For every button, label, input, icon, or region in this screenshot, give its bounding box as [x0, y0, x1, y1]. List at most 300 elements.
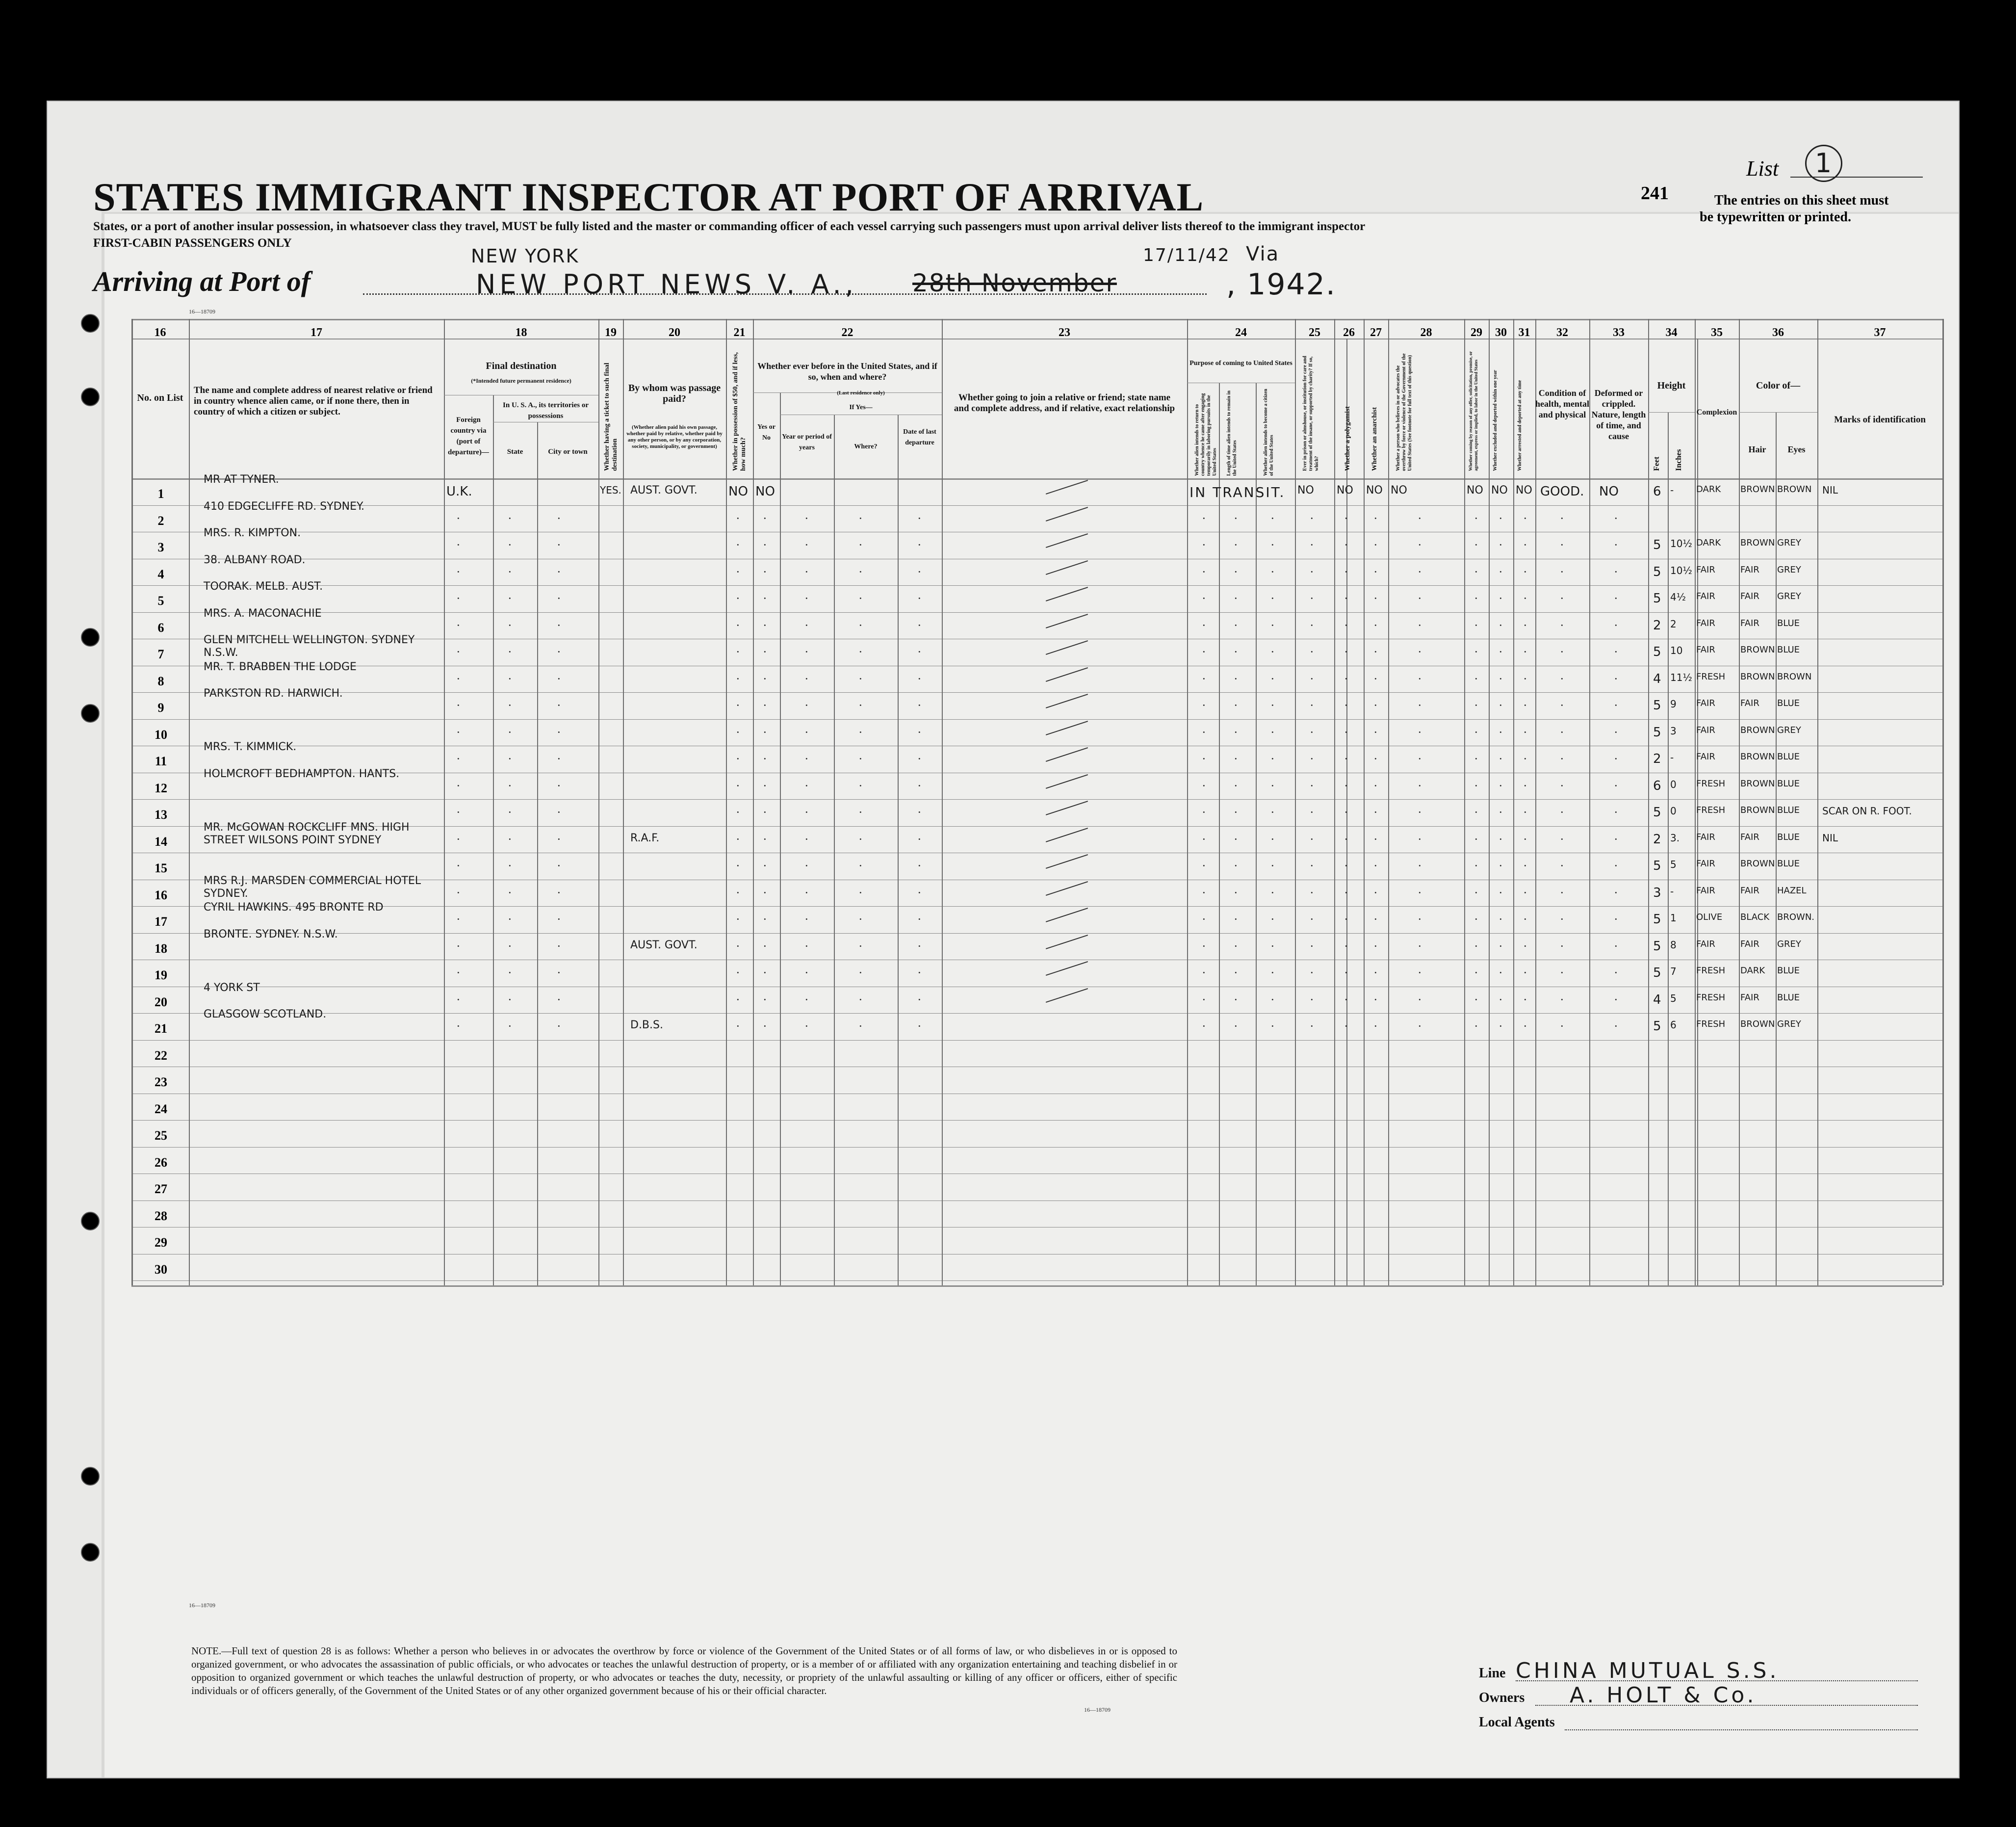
ditto-mark: · — [1523, 725, 1527, 739]
column-number: 31 — [1518, 326, 1530, 339]
ditto-mark: · — [1418, 645, 1422, 659]
grid-line — [537, 422, 538, 1285]
ditto-mark: · — [1560, 992, 1564, 1007]
ditto-mark: · — [763, 645, 767, 659]
ditto-mark: · — [858, 1019, 863, 1033]
ditto-mark: · — [508, 645, 512, 659]
ditto-mark: · — [557, 1019, 561, 1033]
height-inches: 10½ — [1670, 538, 1692, 549]
row-number: 29 — [155, 1235, 167, 1250]
ditto-mark: · — [1344, 832, 1348, 846]
ditto-mark: · — [1499, 939, 1503, 953]
ditto-mark: · — [1614, 832, 1618, 846]
ditto-mark: · — [1499, 618, 1503, 632]
ditto-mark: · — [1523, 939, 1527, 953]
ditto-mark: · — [1310, 859, 1314, 873]
height-feet: 5 — [1653, 591, 1661, 606]
eye-color: BLUE — [1777, 618, 1800, 628]
grid-line — [1256, 383, 1257, 1285]
ditto-mark: · — [1418, 912, 1422, 926]
row-number: 1 — [157, 487, 164, 501]
ditto-mark: · — [858, 538, 863, 552]
relative-address: BRONTE. SYDNEY. N.S.W. — [204, 928, 338, 940]
ditto-mark: · — [1270, 966, 1275, 980]
ditto-mark: · — [1373, 832, 1378, 846]
ditto-mark: · — [1474, 698, 1478, 712]
ditto-mark: · — [1614, 1019, 1618, 1033]
complexion-value: FAIR — [1696, 752, 1715, 762]
ditto-mark: · — [858, 698, 863, 712]
ditto-mark: · — [804, 992, 809, 1007]
ditto-mark: · — [1499, 591, 1503, 605]
height-feet: 6 — [1653, 778, 1661, 793]
ditto-mark: · — [456, 564, 461, 579]
col-header-purpose-c: Whether alien intends to become a citizen of the United States — [1263, 389, 1274, 476]
ditto-mark: · — [456, 939, 461, 953]
ditto-mark: · — [1499, 805, 1503, 819]
ditto-mark: · — [1560, 912, 1564, 926]
eye-color: GREY — [1777, 1019, 1801, 1029]
ditto-mark: · — [917, 1019, 922, 1033]
row-number: 9 — [157, 701, 164, 715]
ditto-mark: · — [1523, 752, 1527, 766]
hair-color: FAIR — [1740, 591, 1759, 601]
ditto-mark: · — [736, 645, 740, 659]
eye-color: HAZEL — [1777, 885, 1807, 896]
ever-before-answer: NO — [755, 484, 775, 499]
ditto-mark: · — [1474, 939, 1478, 953]
purpose-of-coming: IN TRANSIT. — [1189, 484, 1286, 500]
ditto-mark: · — [1499, 778, 1503, 793]
list-label: List — [1746, 157, 1779, 181]
col-header-believer: Whether a person who believes in or advocates the overthrow by force or violence of the Government of the United States (See footnote for full text of this question) — [1396, 353, 1413, 471]
ditto-mark: · — [1418, 511, 1422, 525]
ditto-mark: · — [1310, 564, 1314, 579]
ditto-mark: · — [508, 805, 512, 819]
ditto-mark: · — [456, 805, 461, 819]
height-inches: 9 — [1670, 698, 1677, 710]
ditto-mark: · — [1418, 752, 1422, 766]
ditto-mark: · — [1373, 538, 1378, 552]
ditto-mark: · — [736, 885, 740, 900]
ditto-mark: · — [456, 618, 461, 632]
row-number: 14 — [155, 834, 167, 849]
column-number: 18 — [515, 326, 527, 339]
ditto-mark: · — [1614, 618, 1618, 632]
entries-note-line: be typewritten or printed. — [1700, 209, 1851, 225]
relative-address: 4 YORK ST — [204, 981, 260, 994]
height-inches: 10½ — [1670, 564, 1692, 576]
ditto-mark: · — [1474, 1019, 1478, 1033]
ditto-mark: · — [1373, 992, 1378, 1007]
row-number: 10 — [155, 727, 167, 742]
eye-color: BLUE — [1777, 645, 1800, 655]
relative-address: MR. T. BRABBEN THE LODGE — [204, 660, 357, 673]
grid-line — [1739, 412, 1817, 413]
hair-color: BROWN — [1740, 778, 1775, 789]
row-number: 4 — [157, 567, 164, 581]
ditto-mark: · — [1234, 645, 1238, 659]
ditto-mark: · — [763, 698, 767, 712]
ditto-mark: · — [1560, 698, 1564, 712]
hair-color: BROWN — [1740, 805, 1775, 815]
ditto-mark: · — [1499, 966, 1503, 980]
row-number: 6 — [157, 620, 164, 635]
ditto-mark: · — [1344, 725, 1348, 739]
ditto-mark: · — [763, 725, 767, 739]
ditto-mark: · — [508, 778, 512, 793]
ditto-mark: · — [1614, 698, 1618, 712]
ditto-mark: · — [1344, 698, 1348, 712]
ditto-mark: · — [1234, 778, 1238, 793]
ditto-mark: · — [1523, 778, 1527, 793]
hair-color: DARK — [1740, 966, 1765, 976]
eye-color: BROWN. — [1777, 912, 1815, 922]
ditto-mark: · — [1474, 725, 1478, 739]
entries-note-line: The entries on this sheet must — [1714, 193, 1889, 208]
col-header-last-residence: (Last residence only) — [837, 390, 885, 396]
column-number: 23 — [1059, 326, 1070, 339]
col-header-purpose: Purpose of coming to United States — [1189, 360, 1292, 367]
ditto-mark: · — [1373, 645, 1378, 659]
grid-line — [780, 392, 781, 1285]
relative-address: PARKSTON RD. HARWICH. — [204, 687, 343, 700]
ditto-mark: · — [917, 966, 922, 980]
hair-color: BLACK — [1740, 912, 1770, 922]
col-header-polygamist: Whether a polygamist — [1344, 406, 1351, 471]
ditto-mark: · — [917, 671, 922, 686]
ditto-mark: · — [557, 859, 561, 873]
entries-note — [1700, 192, 1889, 226]
ditto-mark: · — [1474, 966, 1478, 980]
ditto-mark: · — [1418, 859, 1422, 873]
ditto-mark: · — [1523, 511, 1527, 525]
grid-line — [1776, 412, 1777, 1285]
ditto-mark: · — [1560, 1019, 1564, 1033]
ditto-mark: · — [1310, 538, 1314, 552]
ditto-mark: · — [1344, 805, 1348, 819]
page-number: 241 — [1641, 183, 1669, 204]
height-feet: 5 — [1653, 912, 1661, 927]
ditto-mark: · — [804, 752, 809, 766]
ditto-mark: · — [1234, 912, 1238, 926]
ditto-mark: · — [1202, 805, 1206, 819]
height-inches: 5 — [1670, 859, 1677, 870]
ditto-mark: · — [736, 538, 740, 552]
ditto-mark: · — [508, 885, 512, 900]
passenger-class-text: FIRST-CABIN PASSENGERS ONLY — [93, 236, 292, 250]
ditto-mark: · — [1614, 645, 1618, 659]
row-number: 3 — [157, 540, 164, 554]
hair-color: BROWN — [1740, 752, 1775, 762]
height-feet: 5 — [1653, 564, 1661, 579]
ditto-mark: · — [1373, 564, 1378, 579]
ditto-mark: · — [858, 992, 863, 1007]
ditto-mark: · — [1310, 671, 1314, 686]
ditto-mark: · — [557, 966, 561, 980]
ditto-mark: · — [1234, 805, 1238, 819]
ditto-mark: · — [1523, 564, 1527, 579]
col-header-date-departure: Date of last departure — [903, 428, 936, 446]
ditto-mark: · — [1523, 966, 1527, 980]
ditto-mark: · — [456, 538, 461, 552]
ditto-mark: · — [1310, 885, 1314, 900]
height-feet: 5 — [1653, 725, 1661, 740]
ditto-mark: · — [736, 591, 740, 605]
ditto-mark: · — [1373, 912, 1378, 926]
ditto-mark: · — [456, 752, 461, 766]
ditto-mark: · — [858, 591, 863, 605]
health-condition: GOOD. — [1540, 484, 1584, 499]
col-header-final-destination: Final destination — [486, 361, 557, 371]
ditto-mark: · — [1344, 645, 1348, 659]
yes-no-answer: NO — [1391, 484, 1407, 496]
eye-color: BLUE — [1777, 832, 1800, 842]
ditto-mark: · — [1344, 618, 1348, 632]
ditto-mark: · — [508, 992, 512, 1007]
ditto-mark: · — [456, 992, 461, 1007]
ditto-mark: · — [1560, 564, 1564, 579]
height-feet: 5 — [1653, 698, 1661, 713]
ditto-mark: · — [858, 832, 863, 846]
grid-line — [131, 1280, 1942, 1281]
ditto-mark: · — [1499, 645, 1503, 659]
column-number: 19 — [605, 326, 617, 339]
ditto-mark: · — [1310, 1019, 1314, 1033]
ditto-mark: · — [557, 778, 561, 793]
row-number: 28 — [155, 1208, 167, 1223]
ditto-mark: · — [1270, 939, 1275, 953]
instructions-text: States, or a port of another insular possession, in whatsoever class they travel, MUST be fully listed and the master or commanding officer of each vessel carrying such passengers must upon arrival deliver lists thereof to the immigrant inspector — [93, 220, 1366, 233]
ditto-mark: · — [858, 939, 863, 953]
row-number: 26 — [155, 1155, 167, 1170]
ditto-mark: · — [1560, 671, 1564, 686]
ditto-mark: · — [1614, 966, 1618, 980]
ditto-mark: · — [736, 859, 740, 873]
ditto-mark: · — [736, 912, 740, 926]
ditto-mark: · — [456, 885, 461, 900]
ditto-mark: · — [858, 564, 863, 579]
ditto-mark: · — [456, 912, 461, 926]
ditto-mark: · — [1499, 725, 1503, 739]
ditto-mark: · — [1270, 725, 1275, 739]
col-header-ticket: Whether having a ticket to such final destination — [603, 363, 619, 471]
row-number: 19 — [155, 968, 167, 982]
ditto-mark: · — [1614, 725, 1618, 739]
height-feet: 5 — [1653, 859, 1661, 873]
height-inches: 3. — [1670, 832, 1680, 844]
footnote-text: NOTE.—Full text of question 28 is as follows: Whether a person who believes in or advocates the overthrow by force or violence of the Government of the United States or of all forms of law, or who disbelieves in or is opposed to organized government, or who advocates the assassination of public officials, or who advocates or teaches the unlawful destruction of property, or is a member of or affiliated with any organization entertaining and teaching disbelief in or opposition to organized government or which teaches the unlawful destruction of property, or who advocates or teaches the duty, necessity, or propriety of the unlawful assaulting or killing of any officer or officers, either of specific individuals or of officers generally, of the Government of the United States or of any other organized government because of his or their official character. — [191, 1645, 1177, 1696]
eye-color: BROWN — [1777, 671, 1812, 682]
ditto-mark: · — [1614, 671, 1618, 686]
ditto-mark: · — [1523, 912, 1527, 926]
arriving-label: Arriving at Port of — [93, 265, 311, 297]
height-feet: 5 — [1653, 805, 1661, 820]
ditto-mark: · — [1310, 832, 1314, 846]
grid-line — [1187, 319, 1188, 1285]
binder-hole — [81, 388, 100, 406]
ditto-mark: · — [858, 805, 863, 819]
ditto-mark: · — [1270, 645, 1275, 659]
ditto-mark: · — [1474, 645, 1478, 659]
ditto-mark: · — [736, 564, 740, 579]
ditto-mark: · — [1523, 671, 1527, 686]
ditto-mark: · — [763, 778, 767, 793]
complexion-value: FAIR — [1696, 725, 1715, 735]
ditto-mark: · — [1344, 671, 1348, 686]
ditto-mark: · — [1234, 698, 1238, 712]
ditto-mark: · — [456, 645, 461, 659]
ditto-mark: · — [1310, 912, 1314, 926]
arrival-date: 28th November — [912, 269, 1117, 297]
column-number: 28 — [1420, 326, 1432, 339]
local-agents-label: Local Agents — [1479, 1715, 1555, 1730]
ditto-mark: · — [1270, 992, 1275, 1007]
ditto-mark: · — [1614, 805, 1618, 819]
yes-no-answer: NO — [1516, 484, 1532, 496]
height-feet: 2 — [1653, 832, 1661, 847]
hair-color: FAIR — [1740, 618, 1759, 628]
col-header-where: Where? — [854, 443, 878, 450]
eye-color: GREY — [1777, 564, 1801, 575]
ditto-mark: · — [763, 992, 767, 1007]
height-feet: 5 — [1653, 939, 1661, 954]
ditto-mark: · — [1202, 939, 1206, 953]
height-inches: - — [1670, 752, 1674, 763]
ditto-mark: · — [1344, 939, 1348, 953]
height-inches: 11½ — [1670, 671, 1692, 683]
ditto-mark: · — [1499, 564, 1503, 579]
ditto-mark: · — [763, 939, 767, 953]
ditto-mark: · — [763, 538, 767, 552]
ditto-mark: · — [1474, 832, 1478, 846]
ditto-mark: · — [1523, 859, 1527, 873]
grid-line — [1739, 319, 1740, 1285]
column-number: 37 — [1874, 326, 1886, 339]
ditto-mark: · — [1202, 591, 1206, 605]
col-header-no: No. on List — [137, 392, 183, 403]
ditto-mark: · — [1418, 832, 1422, 846]
ditto-mark: · — [1234, 564, 1238, 579]
col-header-purpose-a: Whether alien intends to return to country whence he came after engaging temporarily in laboring pursuits in the United States — [1194, 393, 1217, 476]
ditto-mark: · — [557, 698, 561, 712]
ditto-mark: · — [1202, 778, 1206, 793]
col-header-final-destination-note: (*Intended future permanent residence) — [471, 377, 571, 384]
ditto-mark: · — [804, 778, 809, 793]
complexion-value: FAIR — [1696, 832, 1715, 842]
ditto-mark: · — [557, 752, 561, 766]
ditto-mark: · — [1202, 564, 1206, 579]
col-header-anarchist: Whether an anarchist — [1371, 407, 1378, 471]
ditto-mark: · — [456, 859, 461, 873]
row-number: 7 — [157, 647, 164, 661]
row-number: 18 — [155, 941, 167, 956]
height-feet: 5 — [1653, 645, 1661, 659]
yes-no-answer: NO — [1491, 484, 1508, 496]
height-feet: 2 — [1653, 618, 1661, 633]
yes-no-answer: NO — [1467, 484, 1483, 496]
ditto-mark: · — [917, 912, 922, 926]
row-number: 20 — [155, 994, 167, 1009]
ditto-mark: · — [557, 939, 561, 953]
ditto-mark: · — [804, 618, 809, 632]
ditto-mark: · — [1614, 564, 1618, 579]
binder-hole — [81, 1212, 100, 1230]
ship-via-place: NEW YORK — [471, 245, 579, 267]
grid-line — [898, 415, 899, 1285]
ditto-mark: · — [763, 752, 767, 766]
ditto-mark: · — [508, 698, 512, 712]
eye-color: BLUE — [1777, 752, 1800, 762]
ditto-mark: · — [1234, 992, 1238, 1007]
ditto-mark: · — [1270, 511, 1275, 525]
grid-line — [1668, 412, 1669, 1285]
column-number: 22 — [841, 326, 853, 339]
ditto-mark: · — [1234, 966, 1238, 980]
ditto-mark: · — [763, 1019, 767, 1033]
binder-hole — [81, 1467, 100, 1486]
ditto-mark: · — [1418, 538, 1422, 552]
ditto-mark: · — [1474, 564, 1478, 579]
ditto-mark: · — [1234, 1019, 1238, 1033]
relative-address: MRS. T. KIMMICK. — [204, 741, 297, 753]
ditto-mark: · — [1474, 618, 1478, 632]
arrival-port: NEW PORT NEWS V. A., — [476, 269, 857, 300]
ditto-mark: · — [1474, 805, 1478, 819]
ditto-mark: · — [1523, 698, 1527, 712]
ditto-mark: · — [1270, 1019, 1275, 1033]
ditto-mark: · — [1418, 885, 1422, 900]
ditto-mark: · — [557, 832, 561, 846]
ditto-mark: · — [1499, 885, 1503, 900]
identification-marks: SCAR ON R. FOOT. — [1822, 805, 1912, 817]
row-number: 8 — [157, 674, 164, 688]
passage-paid-by: AUST. GOVT. — [630, 939, 698, 951]
ditto-mark: · — [1499, 1019, 1503, 1033]
ditto-mark: · — [456, 1019, 461, 1033]
ditto-mark: · — [1614, 511, 1618, 525]
ditto-mark: · — [1614, 939, 1618, 953]
ditto-mark: · — [804, 725, 809, 739]
col-header-passage-note: (Whether alien paid his own passage, whether paid by relative, whether paid by any other person, or by any corporation, society, municipality, or government) — [626, 424, 723, 449]
ditto-mark: · — [1614, 992, 1618, 1007]
ditto-mark: · — [763, 859, 767, 873]
ditto-mark: · — [804, 538, 809, 552]
column-number: 26 — [1343, 326, 1355, 339]
ditto-mark: · — [1270, 564, 1275, 579]
ditto-mark: · — [858, 859, 863, 873]
ditto-mark: · — [804, 939, 809, 953]
arrival-year: , 1942. — [1226, 267, 1336, 302]
col-header-relative: The name and complete address of nearest relative or friend in country whence alien came, or if none there, then in country of which a citizen or subject. — [194, 385, 433, 417]
complexion-value: FRESH — [1696, 671, 1726, 682]
ditto-mark: · — [1310, 645, 1314, 659]
ditto-mark: · — [1310, 698, 1314, 712]
grid-line — [1364, 319, 1365, 1285]
ditto-mark: · — [557, 564, 561, 579]
ditto-mark: · — [1560, 538, 1564, 552]
ditto-mark: · — [1202, 752, 1206, 766]
grid-line — [1334, 319, 1335, 1285]
ditto-mark: · — [1560, 645, 1564, 659]
height-feet: 5 — [1653, 1019, 1661, 1034]
ship-via-date: 17/11/42 — [1143, 245, 1230, 265]
ditto-mark: · — [1270, 912, 1275, 926]
complexion-value: FAIR — [1696, 618, 1715, 628]
grid-line — [131, 799, 1942, 800]
ditto-mark: · — [508, 538, 512, 552]
ditto-mark: · — [1474, 538, 1478, 552]
